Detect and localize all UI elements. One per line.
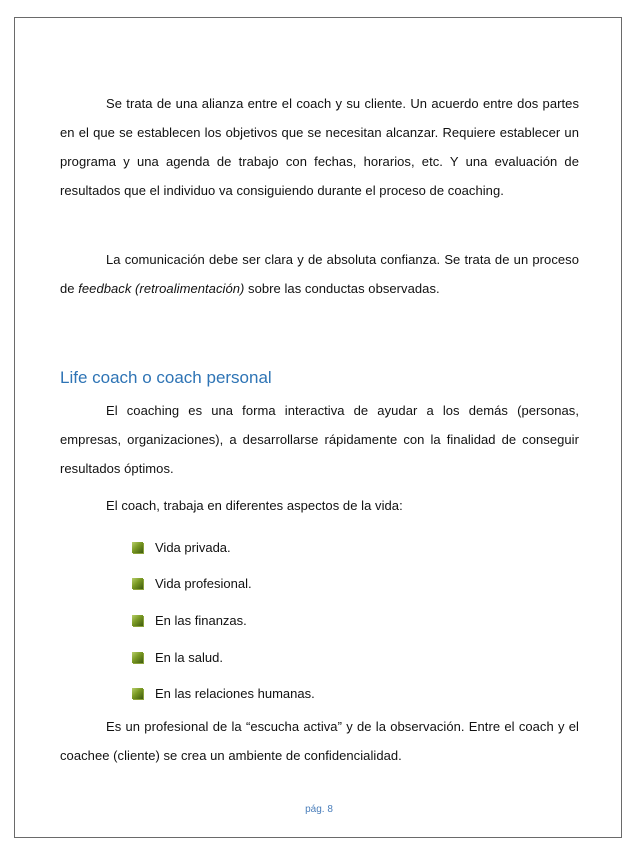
paragraph-coaching-definition: El coaching es una forma interactiva de ayudar a los demás (personas, empresas, organizaciones), a desarrollarse rápidamente con la finalidad de conseguir resultados óptimos.: [60, 403, 579, 476]
list-item-label: Vida privada.: [155, 539, 231, 555]
square-bullet-icon: [132, 652, 143, 663]
list-item-label: En las finanzas.: [155, 612, 247, 628]
list-item-label: En la salud.: [155, 649, 223, 665]
list-item-label: En las relaciones humanas.: [155, 686, 315, 702]
list-item: [60, 566, 315, 603]
section-heading: Life coach o coach personal: [60, 368, 272, 387]
paragraph-alliance: Se trata de una alianza entre el coach y su cliente. Un acuerdo entre dos partes en el que se establecen los objetivos que se necesitan alcanzar. Requiere establecer un programa y una agenda de trabajo con fechas, horarios, etc. Y una evaluación de resultados que el individuo va consiguiendo durante el proceso de coaching.: [60, 96, 579, 198]
list-item: [60, 602, 315, 639]
square-bullet-icon: [132, 542, 143, 553]
paragraph-life-aspects: El coach, trabaja en diferentes aspectos de la vida:: [106, 498, 403, 513]
square-bullet-icon: [132, 688, 143, 699]
page-number: pág. 8: [305, 804, 333, 815]
list-item: [60, 529, 315, 566]
square-bullet-icon: [132, 578, 143, 589]
list-item-label: Vida profesional.: [155, 576, 252, 592]
paragraph-communication-end: sobre las conductas observadas.: [244, 281, 440, 296]
list-item: [60, 639, 315, 676]
paragraph-active-listening: Es un profesional de la “escucha activa” y de la observación. Entre el coach y el coachee (cliente) se crea un ambiente de confidencialidad.: [60, 719, 579, 763]
feedback-term: feedback (retroalimentación): [78, 281, 245, 296]
square-bullet-icon: [132, 615, 143, 626]
list-item: [60, 675, 315, 712]
aspects-list: [60, 529, 315, 712]
paragraph-communication-text: La comunicación debe ser clara y de absoluta confianza. Se trata de un proceso de: [60, 252, 579, 296]
paragraph-communication: [60, 245, 579, 303]
